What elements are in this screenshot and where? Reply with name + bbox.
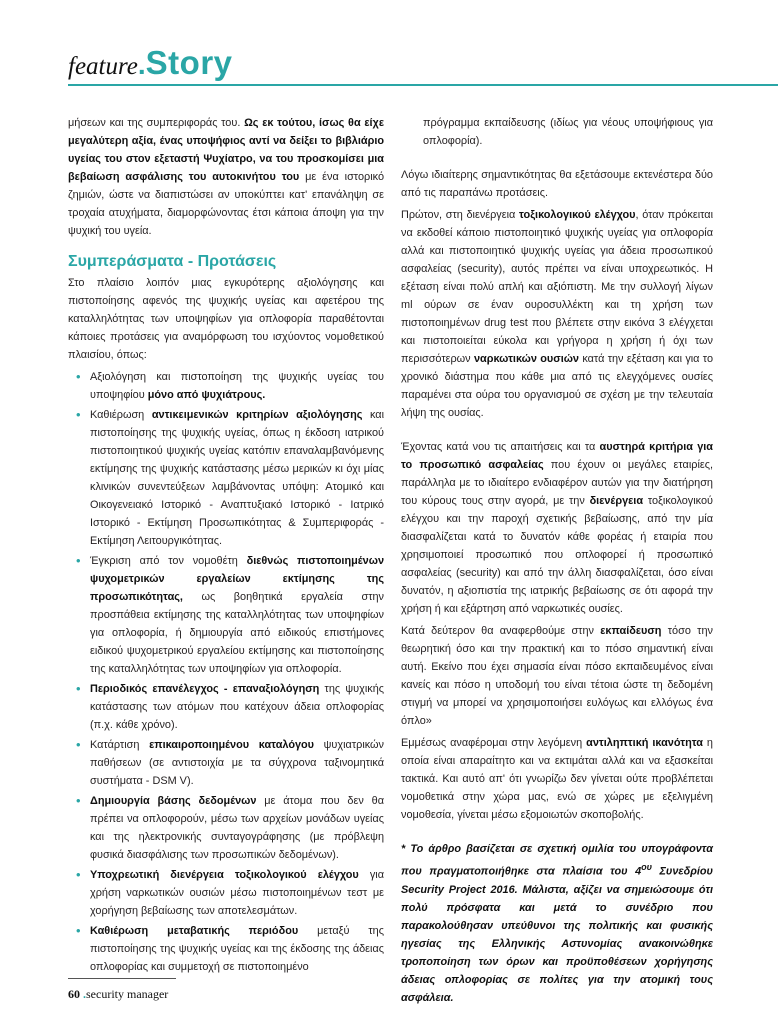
list-item: • Καθιέρωση μεταβατικής περιόδου μεταξύ της πιστοποίησης της ψυχικής υγείας και της έκδοσης της άδειας οπλοφορίας και συμμετοχή σε πιστοποιημένο xyxy=(90,922,384,976)
left-column xyxy=(68,114,384,978)
paragraph: Στο πλαίσιο λοιπόν μιας εγκυρότερης αξιολόγησης και πιστοποίησης αφενός της ψυχικής υγείας και αφετέρου της καταλληλότητας των υποψηφίων για οπλοφορία παραθέτονται κάποιες προτάσεις για αναμόρφωση του ισχύοντος νομοθετικού πλαισίου, όπως: xyxy=(68,277,384,361)
list-item: • Κατάρτιση επικαιροποιημένου καταλόγου ψυχιατρικών παθήσεων (σε αντιστοιχία με τα σύγχρονα ταξινομητικά συστήματα - DSM V). xyxy=(90,736,384,790)
header-feature: feature xyxy=(68,53,138,80)
footer-rule xyxy=(68,978,176,979)
list-item: • Έγκριση από τον νομοθέτη διεθνώς πιστοποιημένων ψυχομετρικών εργαλείων εκτίμησης της προσωπικότητας, ως βοηθητικά εργαλεία στην προσπάθεια εκτίμησης της καταλληλότητας των υποψηφίων για οπλοφορία, ή δημιουργία από ειδικούς επιστήμονες ειδικού ψυχομετρικού εργαλείου εκτίμησης και πιστοποίησης της καταλληλότητας των υποψηφίων για οπλοφορία. xyxy=(90,552,384,678)
header-dot: . xyxy=(137,49,146,80)
right-column xyxy=(401,114,713,1011)
footnote: * Το άρθρο βασίζεται σε σχετική ομιλία του υπογράφοντα που πραγματοποιήθηκε στα πλαίσια του $4^{o\upsilon}$ Συνεδρίου Security Project 2016. Μάλιστα, αξίζει να σημειώσουμε ότι πολύ πρόσφατα και μετά το συνέδριο που παρακολούθησαν υπεύθυνοι της πολιτικής και φυσικής ηγεσίας της Ελληνικής Αστυνομίας ανακοινώθηκε τροποποίηση των όρων και προϋποθέσεων χορήγησης άδειας οπλοφορίας σε πολίτες για την ατομική τους ασφάλεια. xyxy=(401,843,713,1004)
paragraph: μήσεων και της συμπεριφοράς του. Ως εκ τούτου, ίσως θα είχε μεγαλύτερη αξία, ένας υποψήφιος αντί να δείξει το βιβλιάριο υγείας του στον εξεταστή Ψυχίατρο, να του προσκομίσει μια βεβαίωση ασφάλισης του αυτοκινήτου του με ένα ιστορικό ζημιών, ώστε να διαπιστώσει αν υποκύπτει κατ' επανάληψη σε τροχαία ατυχήματα, διαμορφώνοντας έτσι κάποια άποψη για την ψυχική του υγεία. xyxy=(68,117,384,237)
section-title: Συμπεράσματα - Προτάσεις xyxy=(68,253,277,270)
emphasis: Ως εκ τούτου, ίσως θα είχε μεγαλύτερη αξία, ένας υποψήφιος αντί να δείξει το βιβλιάριο υγείας του στον εξεταστή Ψυχίατρο, να του προσκομίσει μια βεβαίωση ασφάλισης του αυτοκινήτου του xyxy=(68,117,384,183)
paragraph: Κατά δεύτερον θα αναφερθούμε στην εκπαίδευση τόσο την θεωρητική όσο και την πρακτική και το πόσο σημαντική είναι αυτή. Εκείνο που έχει σημασία είναι πόσο εκπαιδευμένος είναι κανείς και πόσο η υποδομή του είναι τέτοια ώστε τη δεδομένη στιγμή να μπορεί να χρησιμοποιήσει ευλόγως και ελλόγως ένα όπλο» xyxy=(401,625,713,727)
list-item: • Αξιολόγηση και πιστοποίηση της ψυχικής υγείας του υποψηφίου μόνο από ψυχιάτρους. xyxy=(90,368,384,404)
paragraph: Εμμέσως αναφέρομαι στην λεγόμενη αντιληπτική ικανότητα η οποία είναι απαραίτητο και να εκτιμάται αλλά και να εξασκείται τακτικά. Και αυτό απ' ότι γνωρίζω δεν γίνεται ούτε προβλέπεται νομοθετικά στην χώρα μας, ενώ σε χώρες με εξελιγμένη νομοθεσία, γίνεται μέσω εξομοιωτών σκοποβολής. xyxy=(401,737,713,821)
section-header xyxy=(68,44,233,84)
paragraph: Πρώτον, στη διενέργεια τοξικολογικού ελέγχου, όταν πρόκειται να εκδοθεί κάποιο πιστοποιητικό ψυχικής υγείας για οπλοφορία αλλά και πιστοποιητικό ψυχικής υγείας για άδεια προσωπικού ασφαλείας (security), αυτός πρέπει να είναι υποχρεωτικός. Η εξέταση είναι πολύ απλή και αξιόπιστη. Με την συλλογή λίγων ml ούρων σε έναν ουροσυλλέκτη και τη χρήση των πιστοποιημένων drug test που βλέπετε στην εικόνα 3 ελέγχεται και πιστοποιείται εύκολα και γρήγορα η χρήση ή όχι των περισσότερων ναρκωτικών ουσιών κατά την εξέταση και για το χρονικό διάστημα που κάθε μια από τις ελεγχόμενες ουσίες παραμένει στα ούρα του οργανισμού σε σχέση με την τελευταία λήψη της ουσίας. xyxy=(401,209,714,419)
footer-dot: . xyxy=(83,987,86,1001)
paragraph: Έχοντας κατά νου τις απαιτήσεις και τα αυστηρά κριτήρια για το προσωπικό ασφαλείας που έχουν οι μεγάλες εταιρίες, παράλληλα με το ιδιαίτερο ενδιαφέρον αυτών για την διατήρηση του κύρους τους στην αγορά, με την διενέργεια τοξικολογικού ελέγχου και την παροχή σχετικής βεβαίωσης, από την μία διασφαλίζεται κατά το δυνατόν κάθε φορέας ή εταιρία που χρησιμοποιεί προσωπικό που οπλοφορεί ή προσωπικό ασφαλείας (security) και από την άλλη διασφαλίζεται, όσο είναι δυνατόν, η αξιοπιστία της ιατρικής βεβαίωσης σε ότι αφορά την χρήση ή και εξάρτηση από ναρκωτικές ουσίες. xyxy=(401,441,714,615)
page-number: 60 xyxy=(68,987,80,1001)
page-footer xyxy=(68,987,168,1002)
paragraph: πρόγραμμα εκπαίδευσης (ιδίως για νέους υποψήφιους για οπλοφορία). xyxy=(423,117,713,147)
list-item: • Δημιουργία βάσης δεδομένων με άτομα που δεν θα πρέπει να οπλοφορούν, μέσω των αρχείων μονάδων υγείας και της ηλεκτρονικής συνταγογράφησης (με πρόβλεψη φυσικά διασφάλισης των προσωπικών δεδομένων). xyxy=(90,792,384,864)
header-rule xyxy=(68,84,778,86)
magazine-name: security manager xyxy=(86,987,169,1001)
list-item: • Καθιέρωση αντικειμενικών κριτηρίων αξιολόγησης και πιστοποίησης της ψυχικής υγείας, όπως η έκδοση ιατρικού πιστοποιητικού ψυχικής υγείας κατόπιν επαναλαμβανόμενης εκτίμησης της ψυχικής κατάστασης μέσω μερικών κι όχι μίας κλινικών συνεντεύξεων λαμβάνοντας υπόψη: Ατομικό και Οικογενειακό Ιστορικό - Αναπτυξιακό Ιστορικό - Ιατρικό Ιστορικό - Εκτίμηση Προσωπικότητας & Συμπεριφοράς - Εκτίμηση Λειτουργικότητας. xyxy=(90,406,384,550)
list-item: • Περιοδικός επανέλεγχος - επαναξιολόγηση της ψυχικής κατάστασης των ατόμων που κατέχουν άδεια οπλοφορίας (π.χ. κάθε χρόνο). xyxy=(90,680,384,734)
proposals-list xyxy=(68,368,384,976)
list-item: • Υποχρεωτική διενέργεια τοξικολογικού ελέγχου για χρήση ναρκωτικών ουσιών μέσω πιστοποιημένων τεστ με χορήγηση βεβαίωσης των αποτελεσμάτων. xyxy=(90,866,384,920)
paragraph: Λόγω ιδιαίτερης σημαντικότητας θα εξετάσουμε εκτενέστερα δύο από τις παραπάνω προτάσεις. xyxy=(401,169,713,199)
header-story: Story xyxy=(145,44,233,81)
